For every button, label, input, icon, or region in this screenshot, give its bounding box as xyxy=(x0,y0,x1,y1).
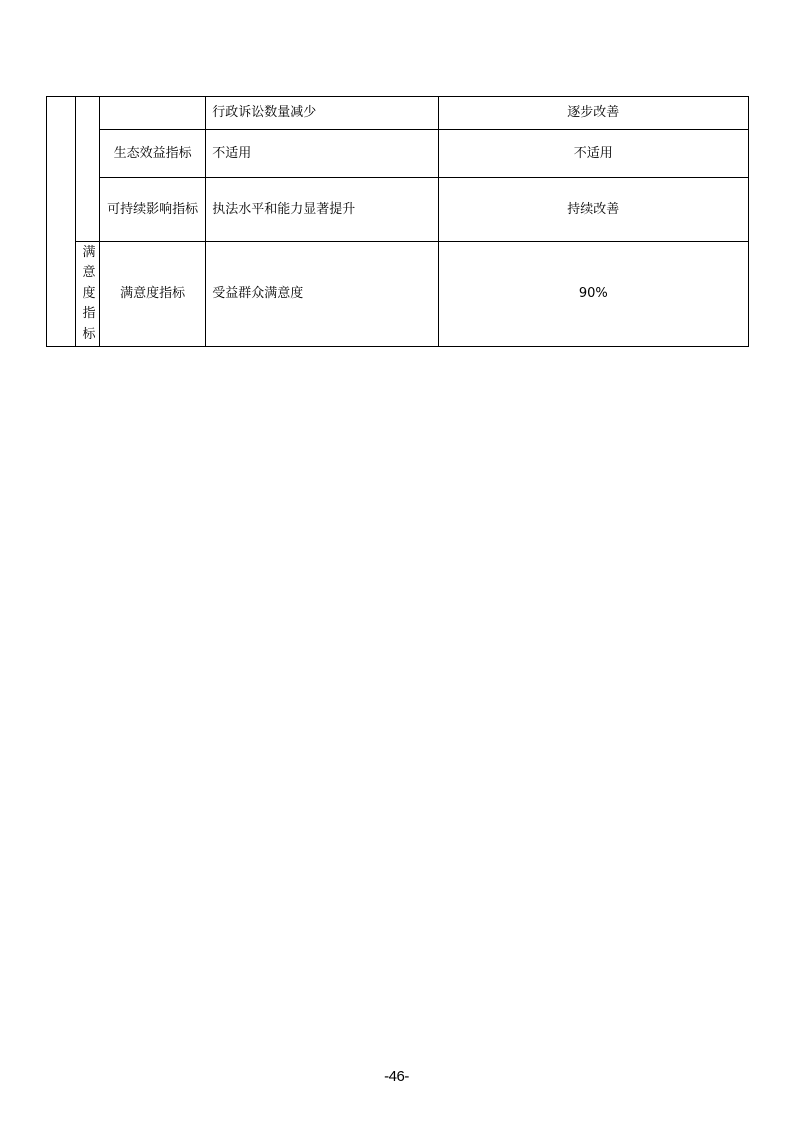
primary-indicator-cell xyxy=(76,242,100,347)
target-value-cell: 不适用 xyxy=(438,130,748,178)
secondary-indicator-cell xyxy=(100,97,206,130)
table-row xyxy=(47,130,749,178)
secondary-indicator-cell: 满意度指标 xyxy=(100,242,206,347)
tertiary-indicator-cell: 不适用 xyxy=(206,130,438,178)
secondary-indicator-text: 可持续影响指标 xyxy=(107,202,199,217)
category-column-cell xyxy=(47,97,76,347)
secondary-indicator-cell xyxy=(100,178,206,242)
table-row xyxy=(47,242,749,347)
table-row xyxy=(47,178,749,242)
secondary-indicator-cell: 生态效益指标 xyxy=(100,130,206,178)
target-value-cell: 持续改善 xyxy=(438,178,748,242)
table-row xyxy=(47,97,749,130)
performance-indicator-table xyxy=(46,96,749,347)
page-number: -46- xyxy=(384,1068,409,1085)
tertiary-indicator-cell: 行政诉讼数量减少 xyxy=(206,97,438,130)
target-value-cell: 逐步改善 xyxy=(438,97,748,130)
primary-indicator-vertical-label: 满意度指标 xyxy=(82,244,96,342)
tertiary-indicator-cell: 执法水平和能力显著提升 xyxy=(206,178,438,242)
primary-indicator-cell-effect xyxy=(76,97,100,242)
target-value-cell: 90% xyxy=(438,242,748,347)
tertiary-indicator-cell: 受益群众满意度 xyxy=(206,242,438,347)
